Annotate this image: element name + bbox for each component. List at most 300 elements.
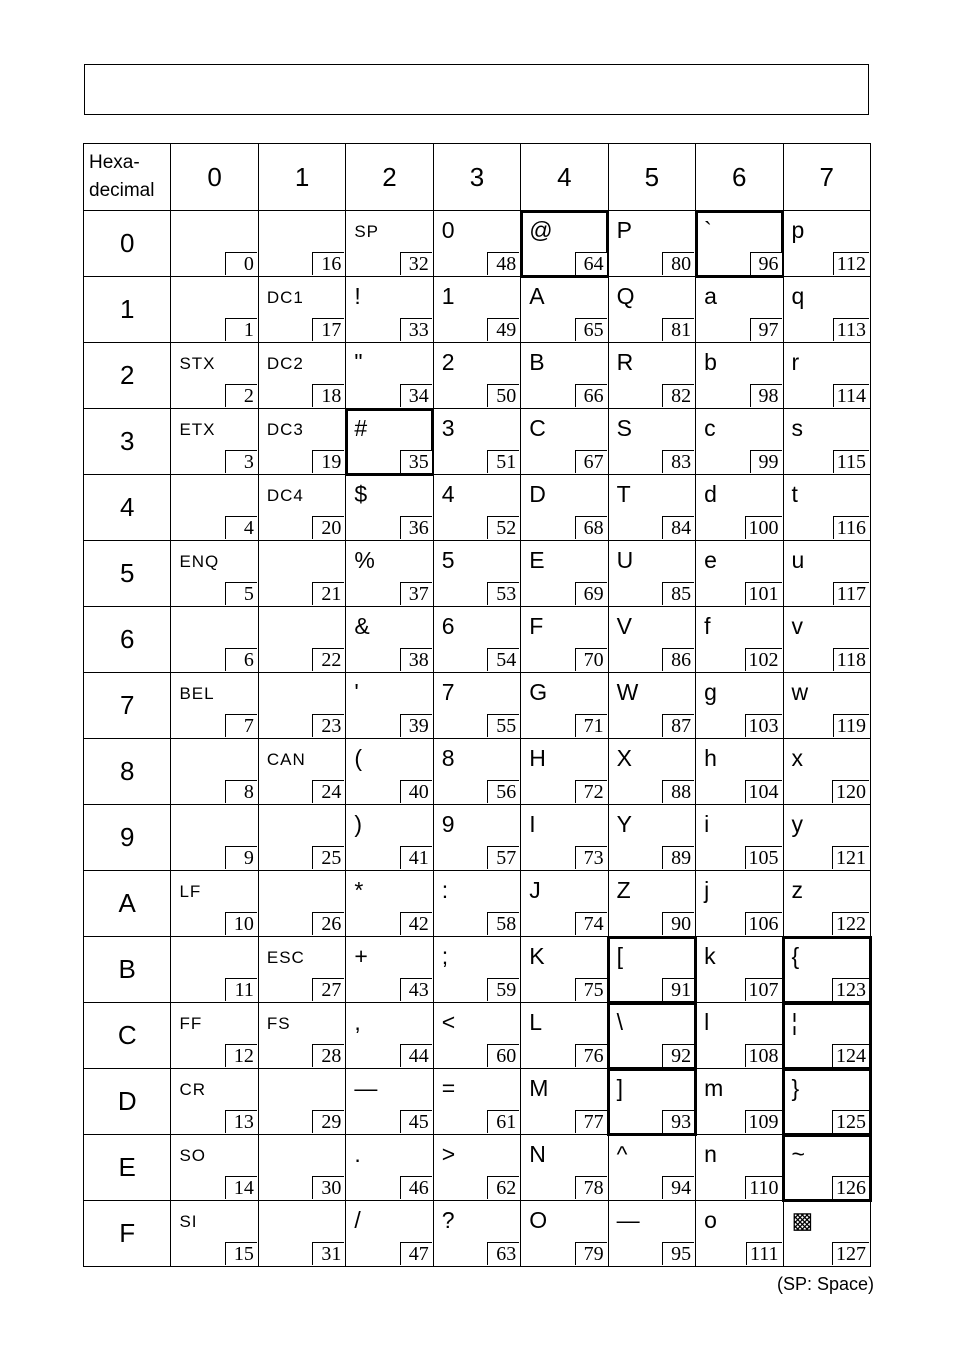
char-code: 75 — [575, 978, 607, 1001]
char-cell — [433, 211, 520, 277]
char-symbol: M — [529, 1075, 549, 1101]
char-symbol: m — [704, 1075, 724, 1101]
char-symbol: 3 — [441, 415, 455, 441]
char-symbol: $ — [354, 481, 368, 507]
char-symbol: SO — [179, 1146, 206, 1165]
table-row — [84, 1069, 871, 1135]
row-header: D — [84, 1069, 171, 1135]
char-symbol: F — [529, 613, 544, 639]
char-cell — [171, 607, 258, 673]
char-symbol: ` — [704, 217, 712, 243]
column-header: 6 — [696, 144, 783, 211]
char-symbol: # — [354, 415, 368, 441]
char-code: 111 — [746, 1242, 782, 1265]
char-cell — [433, 805, 520, 871]
char-cell — [346, 871, 433, 937]
char-code: 96 — [750, 252, 782, 275]
char-code: 127 — [832, 1242, 869, 1265]
row-header: 9 — [84, 805, 171, 871]
char-cell — [696, 673, 783, 739]
char-symbol: a — [704, 283, 717, 309]
char-code: 25 — [312, 846, 344, 869]
column-header: 3 — [433, 144, 520, 211]
char-cell — [258, 1201, 345, 1267]
column-header: 0 — [171, 144, 258, 211]
char-code: 108 — [745, 1044, 782, 1067]
char-code: 2 — [225, 384, 257, 407]
char-cell — [521, 871, 608, 937]
char-code: 29 — [312, 1110, 344, 1133]
char-symbol: " — [354, 349, 363, 375]
char-cell — [608, 1135, 695, 1201]
table-row — [84, 607, 871, 673]
char-cell — [258, 409, 345, 475]
char-code: 20 — [312, 516, 344, 539]
char-code: 65 — [575, 318, 607, 341]
char-symbol: U — [616, 547, 634, 573]
char-symbol: ! — [354, 283, 361, 309]
char-code: 61 — [487, 1110, 519, 1133]
char-cell — [346, 673, 433, 739]
char-cell — [433, 1201, 520, 1267]
char-symbol: Z — [616, 877, 631, 903]
char-code: 7 — [225, 714, 257, 737]
char-cell — [783, 1135, 871, 1201]
char-symbol: 0 — [441, 217, 455, 243]
title-box — [84, 64, 869, 115]
char-symbol: x — [791, 745, 803, 771]
char-cell — [258, 541, 345, 607]
char-cell — [608, 277, 695, 343]
char-cell — [783, 739, 871, 805]
char-symbol: ? — [441, 1207, 455, 1233]
char-code: 1 — [225, 318, 257, 341]
char-cell — [258, 805, 345, 871]
char-cell — [783, 1003, 871, 1069]
char-cell — [696, 475, 783, 541]
char-cell — [696, 607, 783, 673]
char-code: 15 — [225, 1242, 257, 1265]
char-code: 104 — [745, 780, 782, 803]
char-code: 35 — [400, 450, 432, 473]
char-symbol: u — [791, 547, 805, 573]
char-code: 11 — [225, 978, 257, 1001]
char-symbol: W — [616, 679, 639, 705]
char-code: 9 — [225, 846, 257, 869]
char-symbol: < — [441, 1009, 456, 1035]
char-symbol: { — [791, 943, 800, 969]
char-code: 52 — [487, 516, 519, 539]
character-code-table — [83, 143, 871, 1267]
char-code: 40 — [400, 780, 432, 803]
char-symbol: DC1 — [266, 288, 304, 307]
char-symbol: V — [616, 613, 632, 639]
char-cell — [783, 607, 871, 673]
char-symbol: ~ — [791, 1141, 805, 1167]
char-cell — [783, 937, 871, 1003]
char-symbol: [ — [616, 943, 624, 969]
char-symbol: ( — [354, 745, 362, 771]
char-cell — [258, 1135, 345, 1201]
char-cell — [608, 739, 695, 805]
char-code: 13 — [225, 1110, 257, 1133]
row-header: 7 — [84, 673, 171, 739]
char-symbol: CR — [179, 1080, 206, 1099]
char-cell — [696, 1135, 783, 1201]
char-cell — [521, 475, 608, 541]
table-row — [84, 541, 871, 607]
char-symbol: 2 — [441, 349, 455, 375]
char-code: 54 — [487, 648, 519, 671]
char-symbol: e — [704, 547, 717, 573]
char-code: 51 — [487, 450, 519, 473]
char-code: 39 — [400, 714, 432, 737]
char-cell — [521, 1003, 608, 1069]
column-header: 2 — [346, 144, 433, 211]
char-symbol: @ — [529, 217, 553, 243]
char-code: 59 — [487, 978, 519, 1001]
char-symbol: % — [354, 547, 375, 573]
char-code: 109 — [745, 1110, 782, 1133]
char-symbol: DC2 — [266, 354, 304, 373]
char-code: 125 — [832, 1110, 869, 1133]
char-code: 87 — [662, 714, 694, 737]
char-cell — [696, 277, 783, 343]
table-row — [84, 805, 871, 871]
char-code: 121 — [832, 846, 869, 869]
row-header: 4 — [84, 475, 171, 541]
table-row — [84, 277, 871, 343]
char-code: 47 — [400, 1242, 432, 1265]
char-symbol: k — [704, 943, 716, 969]
char-cell — [258, 739, 345, 805]
char-code: 41 — [400, 846, 432, 869]
char-symbol: 4 — [441, 481, 455, 507]
char-symbol: p — [791, 217, 805, 243]
row-header: 2 — [84, 343, 171, 409]
char-code: 116 — [833, 516, 869, 539]
char-symbol: c — [704, 415, 716, 441]
char-code: 30 — [312, 1176, 344, 1199]
char-cell — [258, 343, 345, 409]
char-symbol: STX — [179, 354, 216, 373]
char-code: 37 — [400, 582, 432, 605]
char-symbol: s — [791, 415, 803, 441]
char-code: 14 — [225, 1176, 257, 1199]
char-code: 33 — [400, 318, 432, 341]
char-cell — [171, 541, 258, 607]
char-code: 122 — [832, 912, 869, 935]
char-cell — [521, 277, 608, 343]
char-cell — [783, 1069, 871, 1135]
char-symbol: P — [616, 217, 632, 243]
char-symbol: ENQ — [179, 552, 220, 571]
char-symbol: A — [529, 283, 545, 309]
char-cell — [433, 541, 520, 607]
row-header: E — [84, 1135, 171, 1201]
char-cell — [608, 343, 695, 409]
row-header: 8 — [84, 739, 171, 805]
char-code: 53 — [487, 582, 519, 605]
char-cell — [433, 343, 520, 409]
char-cell — [171, 937, 258, 1003]
char-symbol: ^ — [616, 1141, 628, 1167]
char-code: 77 — [575, 1110, 607, 1133]
char-symbol: : — [441, 877, 449, 903]
row-header: B — [84, 937, 171, 1003]
char-code: 72 — [575, 780, 607, 803]
char-cell — [171, 475, 258, 541]
char-cell — [783, 805, 871, 871]
char-code: 21 — [312, 582, 344, 605]
column-header: 7 — [783, 144, 871, 211]
char-code: 97 — [750, 318, 782, 341]
char-code: 110 — [745, 1176, 781, 1199]
char-cell — [346, 739, 433, 805]
char-symbol: ESC — [266, 948, 305, 967]
char-cell — [521, 937, 608, 1003]
char-cell — [783, 277, 871, 343]
char-cell — [783, 409, 871, 475]
char-symbol: L — [529, 1009, 542, 1035]
char-code: 123 — [832, 978, 869, 1001]
char-symbol: o — [704, 1207, 717, 1233]
char-code: 105 — [745, 846, 782, 869]
char-cell — [171, 211, 258, 277]
char-cell — [258, 1069, 345, 1135]
char-cell — [171, 1201, 258, 1267]
char-cell — [258, 937, 345, 1003]
char-code: 71 — [575, 714, 607, 737]
char-symbol: z — [791, 877, 803, 903]
char-symbol: 9 — [441, 811, 455, 837]
char-symbol: SP — [354, 222, 379, 241]
char-cell — [433, 607, 520, 673]
char-code: 42 — [400, 912, 432, 935]
column-header-row — [84, 144, 871, 211]
corner-label — [84, 144, 171, 211]
char-code: 48 — [487, 252, 519, 275]
char-cell — [346, 1201, 433, 1267]
char-code: 32 — [400, 252, 432, 275]
char-cell — [171, 409, 258, 475]
char-cell — [346, 1069, 433, 1135]
char-code: 23 — [312, 714, 344, 737]
table-row — [84, 871, 871, 937]
char-cell — [608, 871, 695, 937]
char-code: 44 — [400, 1044, 432, 1067]
row-header: F — [84, 1201, 171, 1267]
char-symbol: H — [529, 745, 546, 771]
char-code: 93 — [662, 1110, 694, 1133]
char-symbol: S — [616, 415, 632, 441]
char-cell — [433, 475, 520, 541]
char-code: 0 — [225, 252, 257, 275]
char-code: 68 — [575, 516, 607, 539]
char-code: 102 — [745, 648, 782, 671]
char-symbol: — — [354, 1075, 378, 1101]
char-code: 118 — [833, 648, 869, 671]
char-cell — [696, 739, 783, 805]
char-symbol: , — [354, 1009, 361, 1035]
char-code: 86 — [662, 648, 694, 671]
char-code: 57 — [487, 846, 519, 869]
char-symbol: Y — [616, 811, 632, 837]
corner-label-line-1: Hexa- — [89, 152, 140, 173]
char-cell — [171, 1135, 258, 1201]
char-cell — [608, 607, 695, 673]
char-cell — [608, 211, 695, 277]
char-symbol: FS — [266, 1014, 291, 1033]
char-symbol: E — [529, 547, 545, 573]
char-code: 114 — [833, 384, 869, 407]
char-symbol: FF — [179, 1014, 203, 1033]
char-symbol: j — [704, 877, 710, 903]
char-code: 3 — [225, 450, 257, 473]
char-symbol: ; — [441, 943, 449, 969]
char-cell — [521, 1135, 608, 1201]
column-header: 1 — [258, 144, 345, 211]
table-row — [84, 1201, 871, 1267]
char-cell — [433, 1135, 520, 1201]
char-code: 16 — [312, 252, 344, 275]
char-cell — [608, 1069, 695, 1135]
table-row — [84, 1003, 871, 1069]
char-code: 91 — [662, 978, 694, 1001]
char-code: 6 — [225, 648, 257, 671]
char-symbol: ] — [616, 1075, 624, 1101]
char-cell — [258, 211, 345, 277]
char-cell — [608, 937, 695, 1003]
char-symbol: \ — [616, 1009, 624, 1035]
char-cell — [608, 475, 695, 541]
char-symbol: LF — [179, 882, 202, 901]
char-symbol: DC3 — [266, 420, 304, 439]
char-symbol: G — [529, 679, 548, 705]
char-cell — [433, 409, 520, 475]
char-code: 63 — [487, 1242, 519, 1265]
char-code: 43 — [400, 978, 432, 1001]
char-code: 22 — [312, 648, 344, 671]
char-cell — [608, 805, 695, 871]
char-cell — [696, 409, 783, 475]
char-symbol: ¦ — [791, 1009, 798, 1035]
char-cell — [696, 871, 783, 937]
char-cell — [346, 1135, 433, 1201]
char-symbol: } — [791, 1075, 800, 1101]
char-symbol: Q — [616, 283, 635, 309]
char-code: 18 — [312, 384, 344, 407]
char-code: 83 — [662, 450, 694, 473]
char-symbol: ' — [354, 679, 359, 705]
char-code: 64 — [575, 252, 607, 275]
char-code: 4 — [225, 516, 257, 539]
footnote: (SP: Space) — [776, 1274, 874, 1294]
char-code: 34 — [400, 384, 432, 407]
char-cell — [346, 211, 433, 277]
char-code: 28 — [312, 1044, 344, 1067]
char-symbol: I — [529, 811, 536, 837]
column-header: 5 — [608, 144, 695, 211]
char-symbol: l — [704, 1009, 710, 1035]
char-symbol: C — [529, 415, 546, 441]
table-row — [84, 937, 871, 1003]
char-symbol: / — [354, 1207, 361, 1233]
char-code: 81 — [662, 318, 694, 341]
char-code: 84 — [662, 516, 694, 539]
char-code: 24 — [312, 780, 344, 803]
char-cell — [171, 739, 258, 805]
char-cell — [433, 1069, 520, 1135]
char-cell — [696, 541, 783, 607]
char-cell — [521, 607, 608, 673]
char-cell — [346, 541, 433, 607]
char-symbol: > — [441, 1141, 456, 1167]
char-code: 27 — [312, 978, 344, 1001]
char-cell — [433, 673, 520, 739]
char-code: 17 — [312, 318, 344, 341]
char-symbol: y — [791, 811, 803, 837]
char-symbol: N — [529, 1141, 546, 1167]
char-cell — [171, 343, 258, 409]
char-cell — [783, 211, 871, 277]
char-cell — [346, 937, 433, 1003]
char-code: 73 — [575, 846, 607, 869]
char-symbol: ▩ — [791, 1207, 814, 1233]
table-row — [84, 409, 871, 475]
char-code: 12 — [225, 1044, 257, 1067]
char-cell — [346, 805, 433, 871]
char-cell — [521, 409, 608, 475]
char-cell — [433, 739, 520, 805]
char-code: 66 — [575, 384, 607, 407]
char-cell — [346, 475, 433, 541]
char-cell — [258, 871, 345, 937]
char-code: 126 — [832, 1176, 869, 1199]
char-cell — [258, 277, 345, 343]
row-header: 5 — [84, 541, 171, 607]
char-cell — [696, 211, 783, 277]
char-symbol: q — [791, 283, 805, 309]
row-header: 6 — [84, 607, 171, 673]
char-code: 89 — [662, 846, 694, 869]
char-code: 31 — [312, 1242, 344, 1265]
char-symbol: SI — [179, 1212, 198, 1231]
char-symbol: DC4 — [266, 486, 304, 505]
char-cell — [346, 409, 433, 475]
char-cell — [783, 871, 871, 937]
char-code: 82 — [662, 384, 694, 407]
char-cell — [346, 1003, 433, 1069]
char-cell — [521, 673, 608, 739]
char-cell — [433, 1003, 520, 1069]
char-symbol: X — [616, 745, 632, 771]
char-cell — [783, 343, 871, 409]
char-symbol: ETX — [179, 420, 216, 439]
char-code: 38 — [400, 648, 432, 671]
char-cell — [696, 1069, 783, 1135]
char-symbol: . — [354, 1141, 361, 1167]
char-code: 26 — [312, 912, 344, 935]
char-cell — [783, 1201, 871, 1267]
char-code: 69 — [575, 582, 607, 605]
char-code: 117 — [833, 582, 869, 605]
table-row — [84, 673, 871, 739]
char-cell — [258, 673, 345, 739]
char-symbol: O — [529, 1207, 548, 1233]
column-header: 4 — [521, 144, 608, 211]
char-cell — [521, 541, 608, 607]
